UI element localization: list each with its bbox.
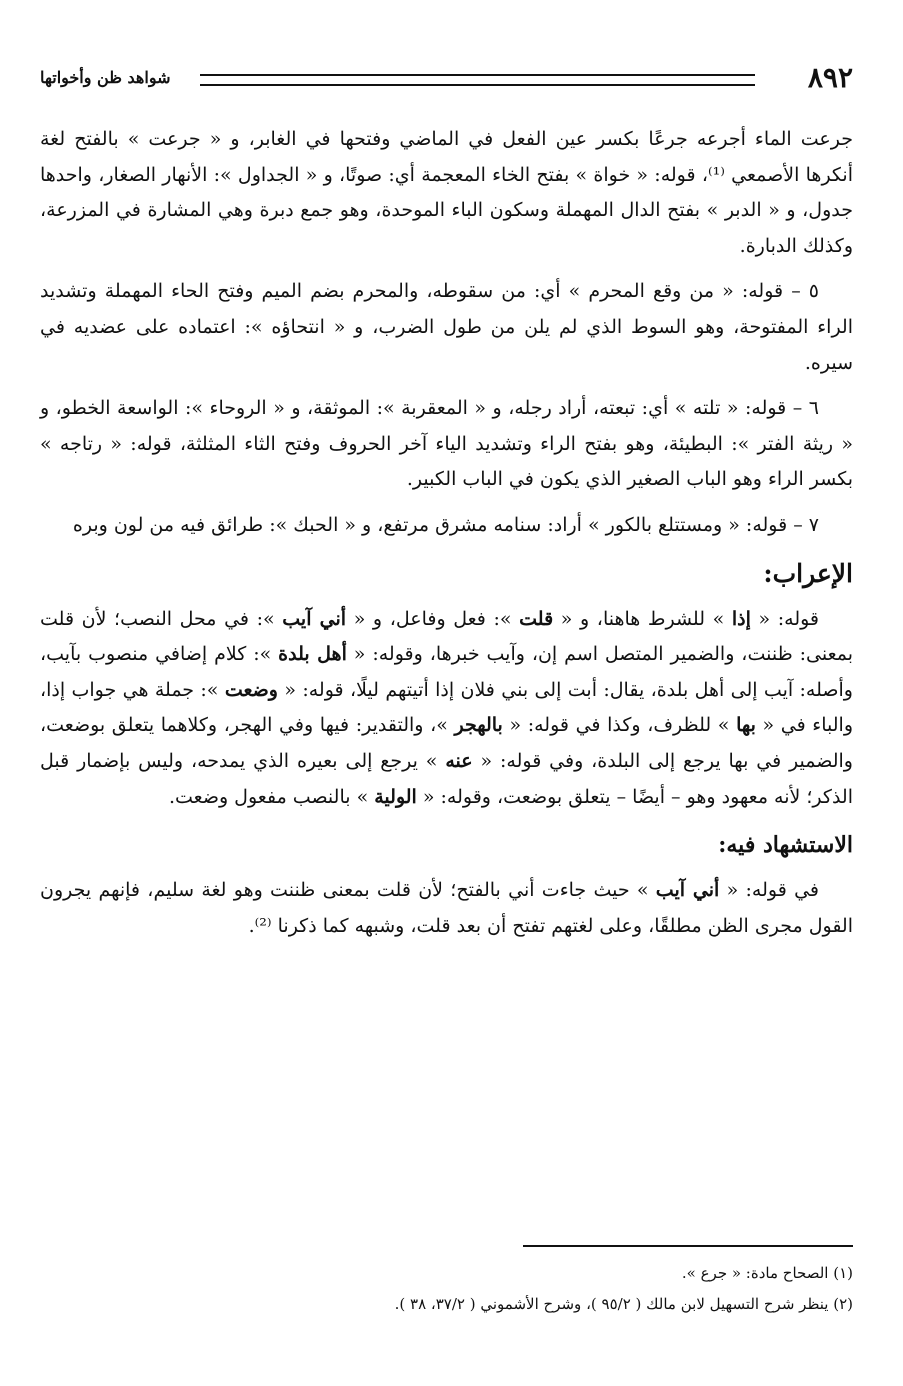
- header-double-rule: [200, 74, 755, 86]
- paragraph-3: ٦ – قوله: « تلته » أي: تبعته، أراد رجله، و « المعقربة »: الموثقة، و « الروحاء »: الواسعة الخطو، و « ريثة الفتر »: البطيئة، وهو بفتح الراء وتشديد الياء آخر الحروف وفتح الثاء المثلثة، قوله: « رتاجه » بكسر الراء وهو الباب الصغير الذي يكون في الباب الكبير.: [40, 397, 853, 491]
- irab-heading: الإعراب:: [763, 558, 853, 588]
- paragraph-2: ٥ – قوله: « من وقع المحرم » أي: من سقوطه، والمحرم بضم الميم وفتح الحاء المهملة وتشديد الراء المفتوحة، وهو السوط الذي لم يلن من طول الضرب، و « انتحاؤه »: اعتماده على عضديه في سيره.: [40, 280, 853, 374]
- istishhad-paragraph: في قوله: « أني آيب » حيث جاءت أني بالفتح؛ لأن قلت بمعنى ظننت وهو لغة سليم، فإنهم يجرون القول مجرى الظن مطلقًا، وعلى لغتهم تفتح أن بعد قلت، وشبهه كما ذكرنا ⁽²⁾.: [40, 879, 853, 937]
- page-number: ٨٩٢: [807, 61, 853, 94]
- footnote-2: (٢) ينظر شرح التسهيل لابن مالك ( ٩٥/٢ )، وشرح الأشموني ( ٣٧/٢، ٣٨ ).: [394, 1295, 853, 1313]
- irab-paragraph: قوله: « إذا » للشرط هاهنا، و « قلت »: فعل وفاعل، و « أني آيب »: في محل النصب؛ لأن قلت بمعنى: ظننت، والضمير المتصل اسم إن، وآيب خبرها، وقوله: « أهل بلدة »: كلام إضافي منصوب بآيب، وأصله: آيب إلى أهل بلدة، يقال: أبت إلى بني فلان إذا أتيتهم ليلًا، قوله: « وضعت »: جملة هي جواب إذا، والباء في « بها » للظرف، وكذا في قوله: « بالهجر »، والتقدير: فيها وفي الهجر، وكلاهما يتعلق بوضعت، والضمير في بها يرجع إلى البلدة، وفي قوله: « عنه » يرجع إلى بعيره الذي يمدحه، وليس بإضمار قبل الذكر؛ لأنه معهود وهو – أيضًا – يتعلق بوضعت، وقوله: « الولية » بالنصب مفعول وضعت.: [40, 607, 854, 808]
- main-text: [40, 122, 853, 954]
- footnotes: [40, 1258, 853, 1320]
- paragraph-1: جرعت الماء أجرعه جرعًا بكسر عين الفعل في الماضي وفتحها في الغابر، و « جرعت » بالفتح لغة أنكرها الأصمعي ⁽¹⁾، قوله: « خواة » بفتح الخاء المعجمة أي: صوتًا، و « الجداول »: الأنهار الصغار، واحدها جدول، و « الدبر » بفتح الدال المهملة وسكون الباء الموحدة، وهو جمع دبرة وهي المشارة في المزرعة، وكذلك الدبارة.: [40, 128, 853, 257]
- footnote-1: (١) الصحاح مادة: « جرع ».: [681, 1264, 853, 1282]
- paragraph-4: ٧ – قوله: « ومستتلع بالكور » أراد: سنامه مشرق مرتفع، و « الحبك »: طرائق فيه من لون وبره: [72, 513, 819, 536]
- running-head: [40, 58, 853, 98]
- footnote-separator: [523, 1245, 853, 1247]
- istishhad-heading: الاستشهاد فيه:: [718, 832, 853, 859]
- running-title: شواهد ظن وأخواتها: [40, 68, 171, 87]
